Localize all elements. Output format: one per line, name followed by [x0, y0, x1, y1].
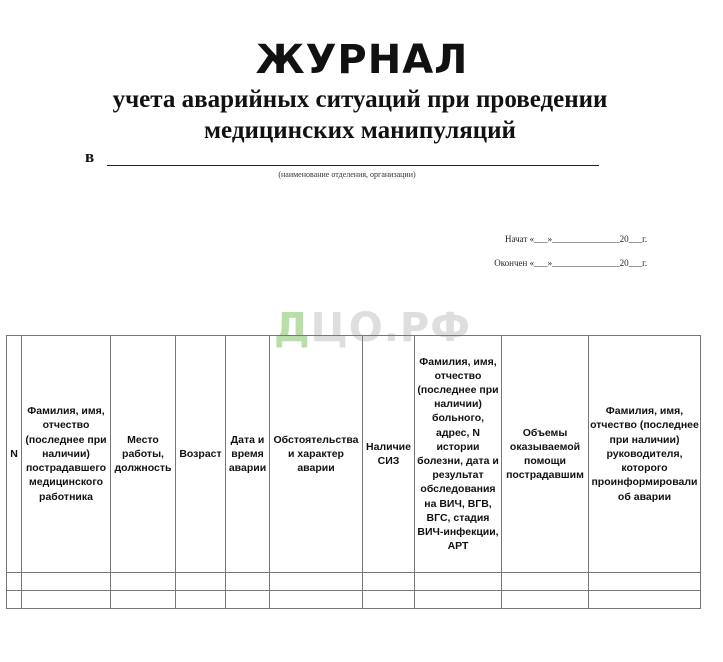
table-cell[interactable] [415, 573, 502, 591]
column-header-number: N [7, 336, 22, 573]
table-cell[interactable] [415, 591, 502, 609]
table-row [7, 591, 701, 609]
table-cell[interactable] [502, 591, 589, 609]
end-date-line: Окончен «___»_______________20___г. [494, 258, 647, 268]
table-cell[interactable] [270, 591, 363, 609]
journal-title: ЖУРНАЛ [255, 37, 469, 83]
organization-blank-line [107, 151, 599, 166]
table-header-row [7, 336, 701, 573]
column-header-accident-datetime: Дата и время аварии [226, 336, 270, 573]
subtitle-line-1: учета аварийных ситуаций при проведении [112, 86, 608, 113]
start-date-line: Начат «___»_______________20___г. [504, 234, 647, 244]
table-cell[interactable] [7, 573, 22, 591]
column-header-assistance: Объемы оказываемой помощи пострадавшим [502, 336, 589, 573]
table-cell[interactable] [22, 591, 111, 609]
column-header-circumstances: Обстоятельства и характер аварии [270, 336, 363, 573]
subtitle-line-2: медицинских манипуляций [204, 117, 516, 144]
table-cell[interactable] [111, 573, 176, 591]
table-cell[interactable] [363, 573, 415, 591]
column-header-workplace: Место работы, должность [111, 336, 176, 573]
organization-field [85, 148, 599, 166]
journal-table [6, 335, 701, 609]
table-cell[interactable] [7, 591, 22, 609]
table-cell[interactable] [22, 573, 111, 591]
table-cell[interactable] [589, 591, 701, 609]
table-cell[interactable] [226, 573, 270, 591]
column-header-patient-info: Фамилия, имя, отчество (последнее при наличии) больного, адрес, N истории болезни, дата и результат обследования на ВИЧ, ВГВ, ВГС, стадия ВИЧ-инфекции, АРТ [415, 336, 502, 573]
column-header-ppe: Наличие СИЗ [363, 336, 415, 573]
table-cell[interactable] [176, 591, 226, 609]
journal-subtitle [40, 84, 680, 146]
organization-caption: (наименование отделения, организации) [278, 170, 416, 179]
table-cell[interactable] [363, 591, 415, 609]
column-header-supervisor: Фамилия, имя, отчество (последнее при наличии) руководителя, которого проинформировали об аварии [589, 336, 701, 573]
watermark-text: ЦО.РФ [310, 305, 471, 351]
table-row [7, 573, 701, 591]
column-header-age: Возраст [176, 336, 226, 573]
table-cell[interactable] [589, 573, 701, 591]
watermark-accent-letter: Д [274, 305, 311, 351]
organization-prefix: в [85, 147, 95, 166]
table-cell[interactable] [502, 573, 589, 591]
table-cell[interactable] [226, 591, 270, 609]
table-cell[interactable] [270, 573, 363, 591]
column-header-victim-name: Фамилия, имя, отчество (последнее при наличии) пострадавшего медицинского работника [22, 336, 111, 573]
table-cell[interactable] [176, 573, 226, 591]
table-cell[interactable] [111, 591, 176, 609]
